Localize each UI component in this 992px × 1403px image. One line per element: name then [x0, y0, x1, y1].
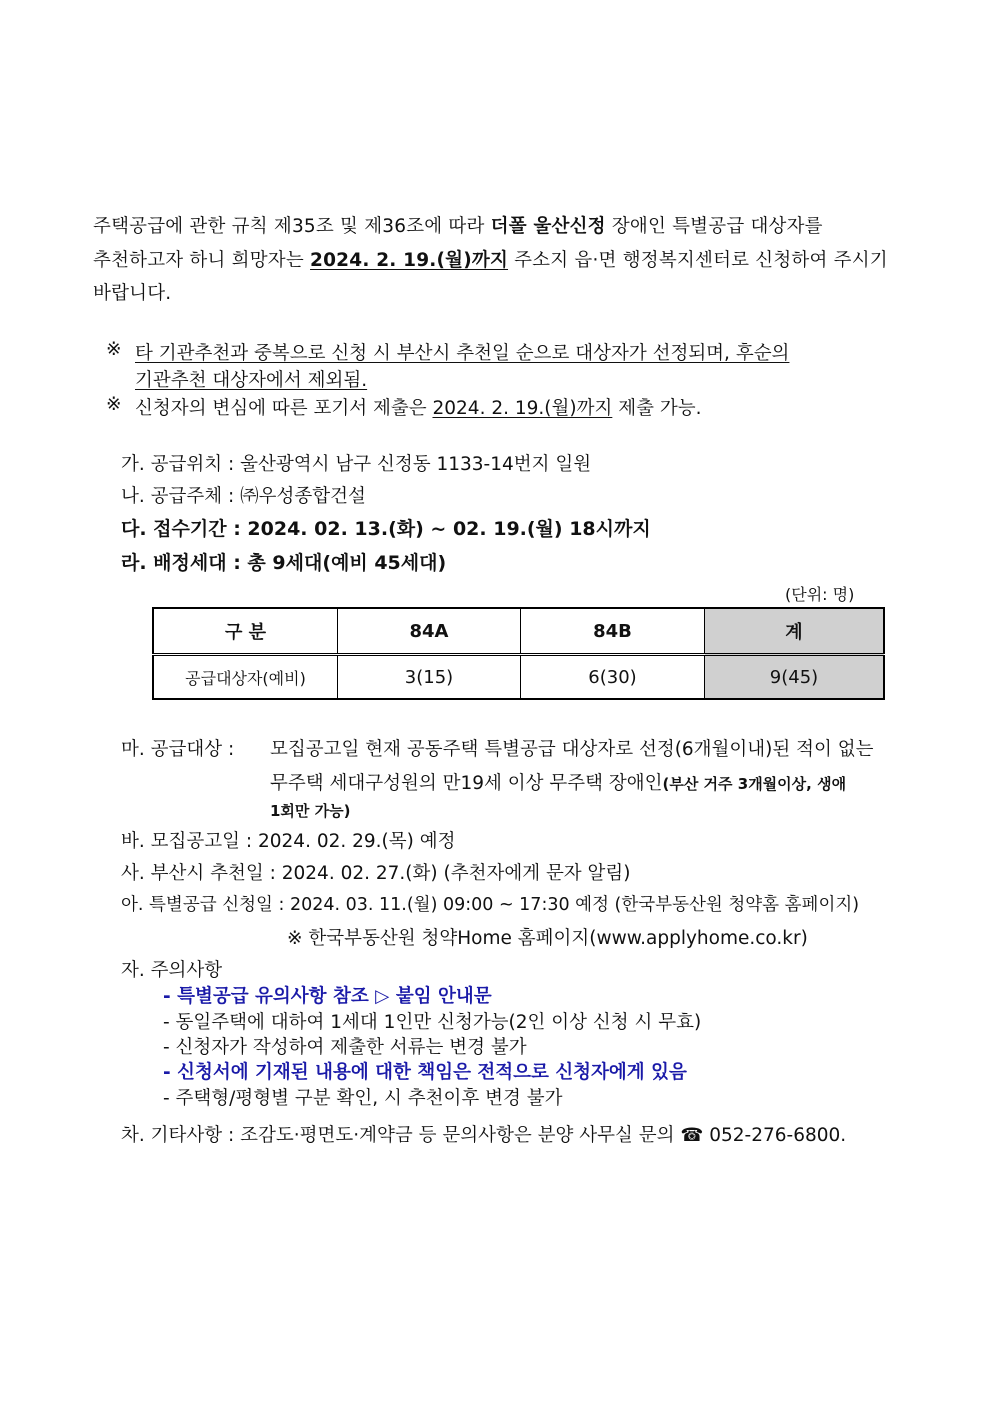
cell-84a: 3(15): [338, 655, 521, 700]
table-row: [153, 655, 884, 700]
applyhome-note: ※ 한국부동산원 청약Home 홈페이지(www.applyhome.co.kr): [287, 928, 808, 949]
intro-text: 주소지 읍·면 행정복지센터로 신청하여 주시기: [508, 250, 888, 271]
item-target-line-3: 1회만 가능): [270, 802, 351, 820]
header-84b: 84B: [521, 608, 705, 655]
note-text: 제출 가능.: [612, 398, 702, 419]
item-application-date: 아. 특별공급 신청일 : 2024. 03. 11.(월) 09:00 ~ 17:30 예정 (한국부동산원 청약홈 홈페이지): [121, 895, 860, 915]
note-1-line-1: 타 기관추천과 중복으로 신청 시 부산시 추천일 순으로 대상자가 선정되며, 후순의: [135, 343, 790, 364]
withdrawal-deadline: 2024. 2. 19.(월)까지: [432, 398, 613, 419]
project-name: 더폴 울산신정: [490, 216, 606, 237]
header-84a: 84A: [338, 608, 521, 655]
item-location: 가. 공급위치 : 울산광역시 남구 신정동 1133-14번지 일원: [121, 454, 592, 475]
target-text: 무주택 세대구성원의 만19세 이상 무주택 장애인: [270, 773, 663, 794]
intro-line-3: 바랍니다.: [93, 283, 172, 304]
item-other: 차. 기타사항 : 조감도·평면도·계약금 등 문의사항은 분양 사무실 문의 ☎ 052-276-6800.: [121, 1125, 847, 1146]
intro-text: 주택공급에 관한 규칙 제35조 및 제36조에 따라: [93, 216, 491, 237]
item-developer: 나. 공급주체 : ㈜우성종합건설: [121, 486, 366, 507]
intro-text: 추천하고자 하니 희망자는: [93, 250, 311, 271]
note-mark: ※: [106, 339, 122, 360]
intro-line-1: [93, 212, 898, 238]
item-target-label: 마. 공급대상 :: [121, 739, 235, 760]
note-2: [135, 394, 701, 420]
item-announcement-date: 바. 모집공고일 : 2024. 02. 29.(목) 예정: [121, 831, 456, 852]
intro-text: 장애인 특별공급 대상자를: [605, 216, 823, 237]
application-deadline: 2024. 2. 19.(월)까지: [310, 250, 509, 271]
header-total: 계: [705, 608, 885, 655]
item-target-line-1: 모집공고일 현재 공동주택 특별공급 대상자로 선정(6개월이내)된 적이 없는: [270, 739, 874, 760]
cell-category: 공급대상자(예비): [153, 655, 338, 700]
item-cautions: 자. 주의사항: [121, 960, 223, 981]
intro-line-2: [93, 246, 898, 272]
caution-2: - 동일주택에 대하여 1세대 1인만 신청가능(2인 이상 신청 시 무효): [163, 1012, 702, 1033]
target-condition: (부산 거주 3개월이상, 생애: [662, 775, 847, 793]
table-header-row: [153, 608, 884, 655]
allocation-table: [152, 607, 885, 700]
caution-1: - 특별공급 유의사항 참조 ▷ 붙임 안내문: [163, 986, 492, 1007]
table-unit: (단위: 명): [785, 585, 855, 604]
item-recommendation-date: 사. 부산시 추천일 : 2024. 02. 27.(화) (추천자에게 문자 알림): [121, 863, 631, 884]
caution-5: - 주택형/평형별 구분 확인, 시 추천이후 변경 불가: [163, 1088, 563, 1109]
item-allocation: 라. 배정세대 : 총 9세대(예비 45세대): [121, 552, 447, 574]
item-reception-period: 다. 접수기간 : 2024. 02. 13.(화) ~ 02. 19.(월) 18시까지: [121, 518, 651, 540]
header-category: 구 분: [153, 608, 338, 655]
note-text: 신청자의 변심에 따른 포기서 제출은: [135, 398, 433, 419]
caution-3: - 신청자가 작성하여 제출한 서류는 변경 불가: [163, 1037, 527, 1058]
item-target-line-2: [270, 769, 846, 795]
note-1-line-2: 기관추천 대상자에서 제외됨.: [135, 370, 368, 391]
cell-84b: 6(30): [521, 655, 705, 700]
note-mark: ※: [106, 394, 122, 415]
caution-4: - 신청서에 기재된 내용에 대한 책임은 전적으로 신청자에게 있음: [163, 1062, 687, 1083]
cell-total: 9(45): [705, 655, 885, 700]
